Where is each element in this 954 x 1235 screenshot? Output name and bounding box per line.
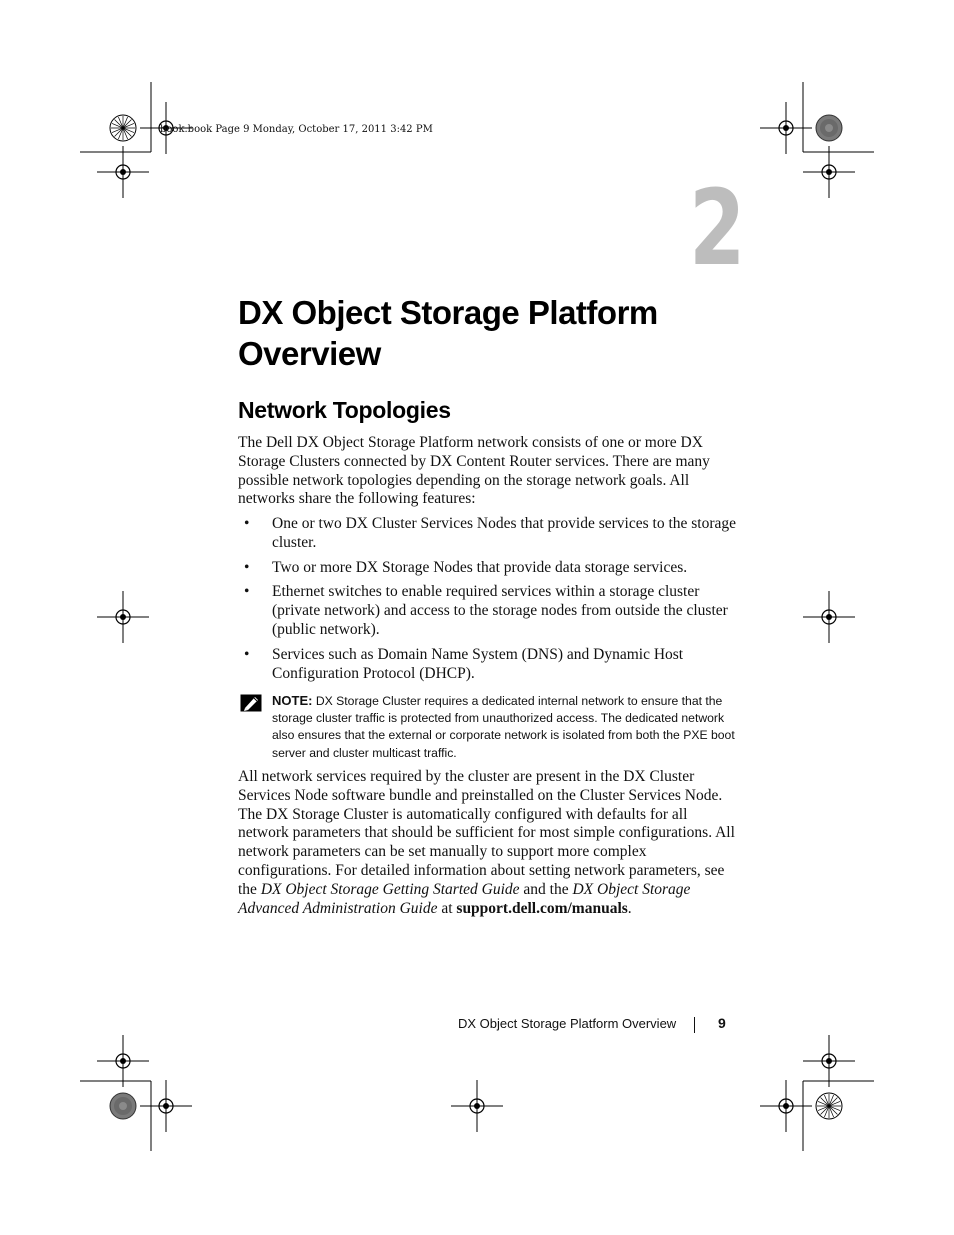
footer-chapter-title: DX Object Storage Platform Overview — [458, 1016, 677, 1031]
note-box — [238, 692, 742, 762]
closing-text: and the — [519, 880, 573, 898]
note-label: NOTE: — [272, 693, 313, 708]
print-slug: book.book Page 9 Monday, October 17, 2011 3:42 PM — [160, 124, 433, 135]
bullet-icon: • — [244, 645, 250, 663]
list-item — [238, 646, 742, 684]
feature-list — [238, 515, 742, 689]
guide-title-advanced-admin: DX Object Storage Advanced Administration Guide — [238, 880, 691, 917]
bullet-icon: • — [244, 558, 250, 576]
list-item-text: Two or more DX Storage Nodes that provide data storage services. — [272, 558, 688, 576]
guide-title-getting-started: DX Object Storage Getting Started Guide — [260, 880, 520, 898]
support-link[interactable]: support.dell.com/manuals — [456, 899, 628, 917]
intro-paragraph: The Dell DX Object Storage Platform network consists of one or more DX Storage Clusters connected by DX Content Router services. There are many possible network topologies depending on the storage network goals. All networks share the following features: — [238, 434, 710, 508]
closing-text: . — [627, 899, 632, 917]
closing-text: at — [437, 899, 457, 917]
closing-text: All network services required by the cluster are present in the DX Cluster Services Node software bundle and preinstalled on the Cluster Services Node. The DX Storage Cluster is automatically configured with defaults for all network parameters that should be sufficient for most simple configurations. All network parameters can be set manually to support more complex configurations. For detailed information about setting network parameters, see the — [238, 768, 735, 898]
chapter-number: 2 — [689, 167, 746, 289]
chapter-title — [238, 292, 758, 374]
section-heading: Network Topologies — [238, 397, 451, 423]
chapter-title-line-2: Overview — [238, 335, 381, 372]
page-number: 9 — [718, 1015, 726, 1031]
list-item-text: Ethernet switches to enable required services within a storage cluster (private network) and access to the storage nodes from outside the cluster (public network). — [272, 583, 728, 638]
list-item — [238, 515, 742, 553]
note-body: DX Storage Cluster requires a dedicated internal network to ensure that the storage cluster traffic is protected from unauthorized access. The dedicated network also ensures that the external or corporate network is isolated from both the PXE boot server and cluster multicast traffic. — [272, 694, 735, 760]
list-item-text: One or two DX Cluster Services Nodes that provide services to the storage cluster. — [272, 515, 737, 551]
note-pencil-icon — [240, 694, 262, 712]
bullet-icon: • — [244, 583, 250, 601]
list-item — [238, 583, 742, 639]
footer-divider — [694, 1017, 695, 1033]
list-item-text: Services such as Domain Name System (DNS) and Dynamic Host Configuration Protocol (DHCP). — [272, 645, 684, 682]
closing-paragraph — [238, 768, 742, 918]
chapter-title-line-1: DX Object Storage Platform — [238, 294, 658, 331]
bullet-icon: • — [244, 515, 250, 532]
note-text — [272, 692, 742, 762]
list-item — [238, 559, 742, 578]
